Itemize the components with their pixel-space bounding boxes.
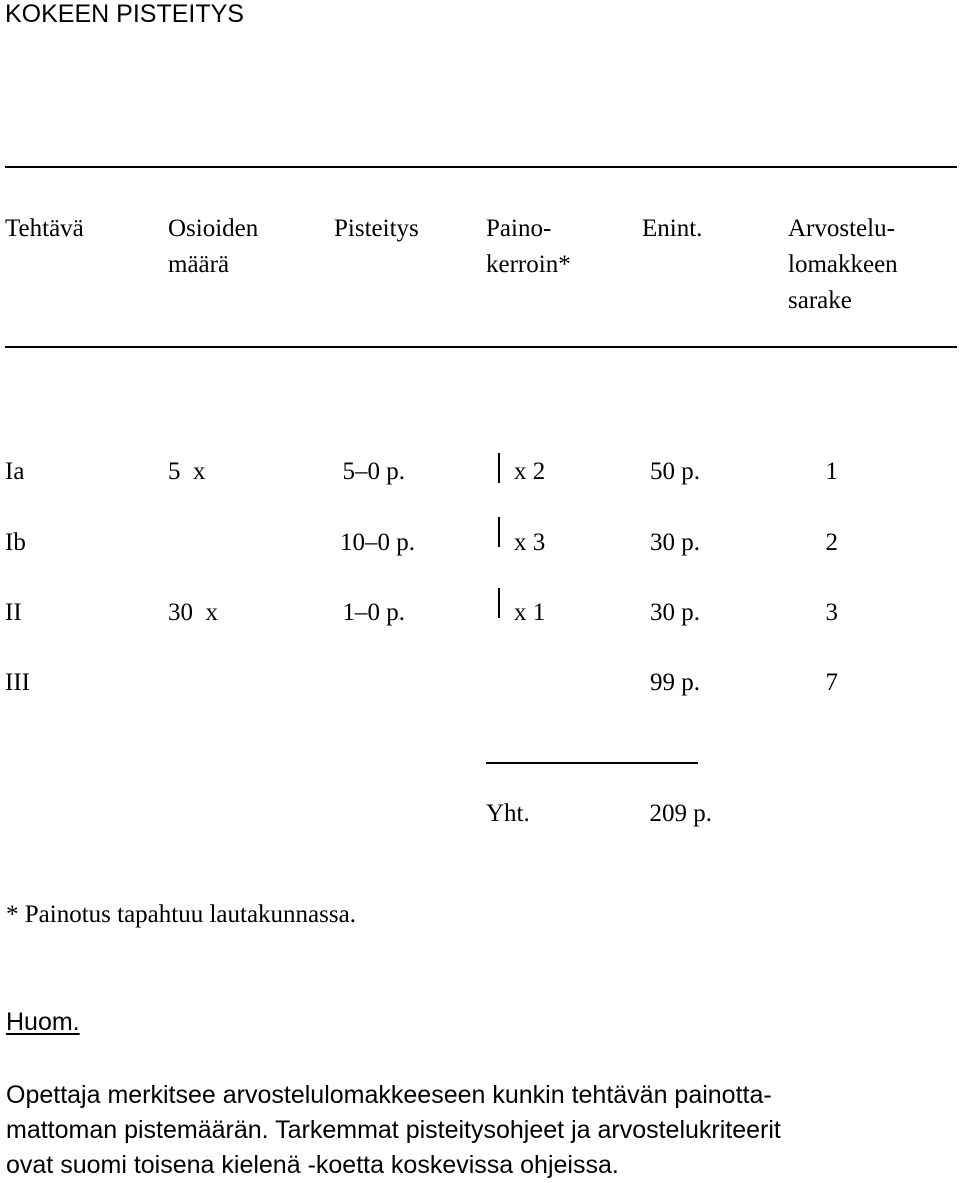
row-ii-tehtava: II — [5, 599, 22, 626]
header-paino-line1: Paino- — [486, 215, 552, 242]
row-ia-pisteitys: 5–0 p. — [342, 458, 405, 485]
header-arvostelu-line1: Arvostelu- — [788, 215, 895, 242]
row-ii-pisteitys: 1–0 p. — [342, 599, 405, 626]
footnote: * Painotus tapahtuu lautakunnassa. — [6, 901, 356, 928]
note-label: Huom. — [6, 1008, 80, 1036]
header-osioiden-line2: määrä — [168, 251, 230, 278]
total-label: Yht. — [486, 800, 530, 827]
row-ib-sarake: 2 — [825, 529, 838, 556]
row-ib-tehtava: Ib — [5, 529, 26, 556]
row-ia-osioiden: 5 x — [168, 458, 206, 485]
note-line-1: Opettaja merkitsee arvostelulomakkeeseen kunkin tehtävän painotta- — [6, 1081, 772, 1109]
header-arvostelulomakkeen-sarake — [788, 211, 898, 319]
row-ib-kerroin-bar — [498, 517, 500, 547]
row-ii-osioiden: 30 x — [168, 599, 218, 626]
row-ia-kerroin-bar — [498, 453, 500, 483]
header-painokerroin — [486, 211, 571, 283]
header-pisteitys: Pisteitys — [334, 215, 419, 242]
row-iii-enint: 99 p. — [650, 669, 700, 696]
header-enint: Enint. — [642, 215, 703, 242]
row-iii-sarake: 7 — [825, 669, 838, 696]
row-ia-sarake: 1 — [825, 458, 838, 485]
note-line-2: mattoman pistemäärän. Tarkemmat pisteitysohjeet ja arvostelukriteerit — [6, 1116, 781, 1144]
row-iii-tehtava: III — [5, 669, 30, 696]
header-tehtava: Tehtävä — [5, 215, 84, 242]
row-ii-enint: 30 p. — [650, 599, 700, 626]
row-ii-kerroin: x 1 — [514, 599, 546, 626]
row-ii-sarake: 3 — [825, 599, 838, 626]
note-text — [6, 1078, 946, 1183]
header-paino-line2: kerroin* — [486, 251, 571, 278]
total-value: 209 p. — [649, 800, 712, 827]
row-ib-pisteitys: 10–0 p. — [340, 529, 415, 556]
row-ia-enint: 50 p. — [650, 458, 700, 485]
row-ia-kerroin: x 2 — [514, 458, 546, 485]
total-rule — [486, 762, 698, 764]
row-ia-tehtava: Ia — [5, 458, 25, 485]
row-ib-kerroin: x 3 — [514, 529, 546, 556]
note-line-3: ovat suomi toisena kielenä -koetta koskevissa ohjeissa. — [6, 1151, 619, 1179]
header-osioiden-maara — [168, 211, 258, 283]
header-osioiden-line1: Osioiden — [168, 215, 259, 242]
page-title: KOKEEN PISTEITYS — [5, 0, 244, 28]
header-arvostelu-line2: lomakkeen — [788, 251, 898, 278]
row-ii-kerroin-bar — [498, 588, 500, 618]
header-arvostelu-line3: sarake — [788, 287, 852, 314]
header-top-rule — [5, 166, 957, 168]
header-bottom-rule — [5, 346, 957, 348]
row-ib-enint: 30 p. — [650, 529, 700, 556]
